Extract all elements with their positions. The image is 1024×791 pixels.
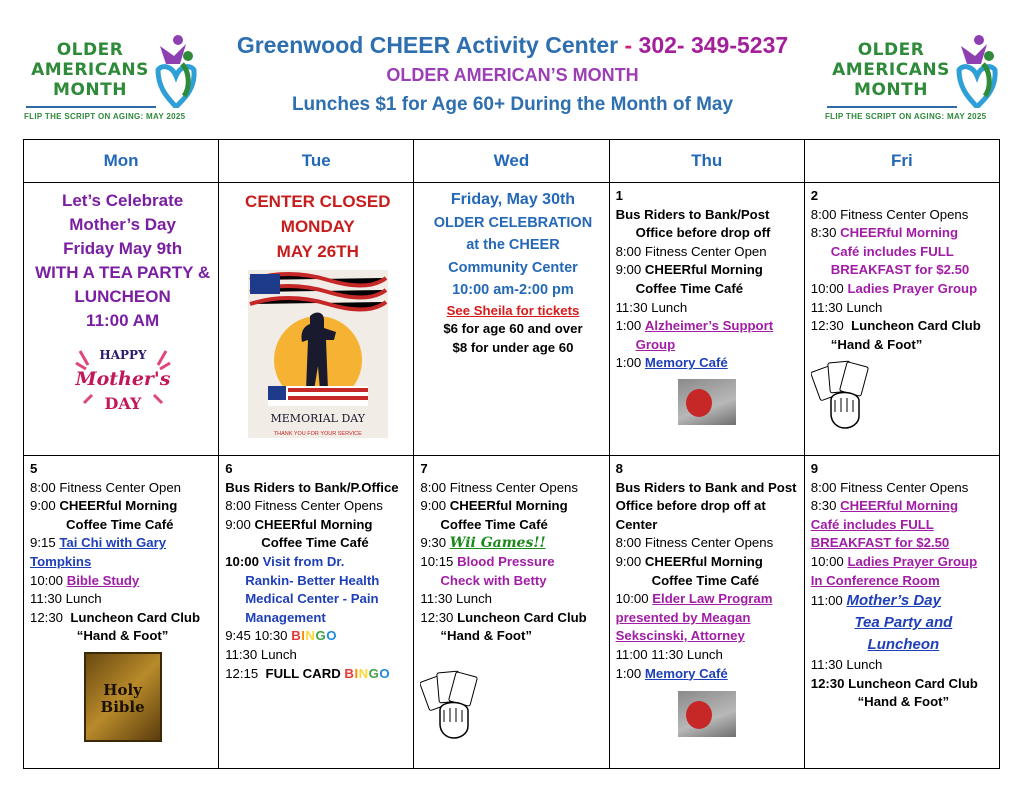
logo-line1: OLDER [56, 40, 124, 60]
event-title: CHEERful Morning [840, 225, 959, 241]
event-line [30, 497, 215, 516]
event-title: CHEERful Morning [59, 498, 178, 514]
bingo-letter: G [315, 628, 327, 644]
event-line: OLDER CELEBRATION [433, 214, 593, 231]
event-line [30, 553, 215, 572]
bingo-letter: G [368, 665, 380, 681]
bingo-letter: B [291, 628, 302, 644]
holy-bible-image [84, 652, 162, 742]
event-title: Luncheon Card Club [70, 609, 201, 625]
announcement-line: Mother’s Day [69, 215, 176, 234]
event-time: 1:00 [615, 318, 642, 334]
event-time: 10:00 [30, 572, 64, 588]
day-number: 8 [615, 461, 623, 476]
event-line [811, 634, 996, 656]
event-line [616, 627, 801, 646]
event-line [811, 534, 996, 553]
event-line: 11:00 11:30 Lunch [615, 646, 723, 662]
event-line [420, 609, 605, 628]
logo-line2: AMERICANS [832, 60, 950, 80]
event-line [811, 516, 996, 535]
mothers-day-announcement [24, 183, 218, 423]
day-2 [805, 183, 999, 436]
event-line: 8:00 Fitness Center Opens [810, 206, 969, 222]
event-line [225, 665, 410, 684]
event-time: 10:15 [420, 553, 454, 569]
event-line: Coffee Time Café [635, 280, 744, 296]
playing-cards-icon [811, 360, 881, 430]
event-line: Bus Riders to Bank and Post [615, 479, 797, 495]
event-time: 9:00 [420, 498, 447, 514]
event-line: Office before drop off [635, 225, 771, 241]
event-line [616, 354, 801, 373]
logo-tagline: FLIP THE SCRIPT ON AGING: MAY 2025 [24, 112, 186, 121]
day-9 [805, 456, 999, 712]
event-line: Center [615, 516, 658, 532]
announcement-line: 11:00 AM [86, 311, 160, 330]
event-line: 11:30 Lunch [810, 299, 883, 315]
memory-cafe-link[interactable]: Memory Café [644, 665, 728, 681]
event-title: Visit from Dr. [262, 553, 345, 569]
logo-line3: MONTH [53, 80, 127, 100]
tai-chi-link[interactable]: Tai Chi with Gary [59, 535, 167, 551]
event-time: 10:00 am-2:00 pm [452, 282, 574, 298]
breakfast-cafe-link[interactable]: CHEERful Morning [840, 498, 959, 514]
event-line: 8:00 Fitness Center Opens [225, 498, 383, 514]
alzheimers-support-link[interactable]: Group [635, 336, 676, 352]
center-closed-notice [219, 183, 413, 438]
svg-text:DAY: DAY [104, 394, 142, 413]
event-title: CHEERful Morning [254, 516, 373, 532]
event-line: 8:00 Fitness Center Opens [420, 479, 578, 495]
price-line: $6 for age 60 and over [443, 321, 583, 337]
event-line: Coffee Time Café [651, 572, 760, 588]
bingo-letter: O [379, 665, 391, 681]
mothers-day-tea-link[interactable]: Mother’s Day [846, 592, 941, 610]
bingo-letter: O [326, 628, 337, 644]
event-line: 11:30 Lunch [30, 591, 102, 607]
event-line: 8:00 Fitness Center Opens [615, 535, 774, 551]
event-title: CHEERful Morning [644, 553, 763, 569]
older-celebration-event [414, 183, 608, 357]
event-line [616, 336, 801, 355]
event-line: 12:30 Luncheon Card Club [810, 675, 978, 691]
bingo-label [291, 628, 337, 643]
event-line: 8:00 Fitness Center Open [615, 243, 767, 259]
event-line: 8:00 Fitness Center Open [30, 479, 182, 495]
logo-line3: MONTH [854, 80, 928, 100]
wii-games-link[interactable]: Wii Games!! [449, 535, 546, 552]
event-line [811, 572, 996, 591]
event-time: 9:45 10:30 [225, 628, 288, 644]
event-time: 9:15 [30, 535, 56, 551]
announcement-line: LUNCHEON [74, 287, 171, 306]
calendar-cell [24, 183, 219, 456]
event-line: Community Center [448, 259, 578, 276]
svg-text:Mother's: Mother's [75, 368, 171, 390]
announcement-line: Let’s Celebrate [61, 191, 184, 210]
elder-law-link[interactable]: Elder Law Program [652, 591, 773, 607]
week-row [24, 183, 1000, 456]
memorial-day-subcaption: THANK YOU FOR YOUR SERVICE [273, 431, 362, 437]
event-line: Coffee Time Café [261, 535, 369, 551]
event-time: 12:30 [810, 318, 844, 334]
page-title [200, 30, 825, 60]
event-line [811, 553, 996, 572]
event-time: 9:00 [615, 262, 642, 278]
event-line [225, 553, 410, 572]
happy-mothers-day-image [68, 341, 178, 423]
event-date: Friday, May 30th [450, 191, 576, 208]
price-line: $8 for under age 60 [452, 339, 574, 355]
prayer-group-link[interactable]: Ladies Prayer Group [847, 553, 978, 569]
event-time: 10:00 [810, 280, 844, 296]
weekday-header: Tue [219, 140, 414, 183]
event-line: 11:30 Lunch [810, 657, 883, 673]
event-time: 10:00 [615, 591, 649, 607]
closed-line: MONDAY [280, 217, 355, 236]
event-line: Coffee Time Café [440, 516, 548, 532]
event-line: “Hand & Foot” [76, 628, 169, 644]
bible-cover-text: Holy Bible [100, 680, 145, 716]
event-title: Luncheon Card Club [457, 609, 587, 625]
day-number: 9 [810, 461, 819, 476]
week-row [24, 456, 1000, 769]
day-number: 1 [615, 188, 623, 203]
event-line: 11:30 Lunch [225, 646, 297, 662]
event-line: Rankin- Better Health [245, 572, 380, 588]
title-dash: - [618, 32, 639, 58]
day-number: 6 [225, 461, 233, 476]
event-line [811, 224, 996, 243]
event-line: “Hand & Foot” [857, 694, 950, 710]
event-line: Bus Riders to Bank/P.Office [225, 479, 399, 495]
event-line [420, 497, 605, 516]
calendar-cell [804, 183, 999, 456]
event-line: Bus Riders to Bank/Post [615, 206, 770, 222]
event-time: 1:00 [615, 355, 642, 371]
flag-salute-illustration [248, 270, 388, 410]
lunch-notice: Lunches $1 for Age 60+ During the Month of May [291, 94, 734, 115]
event-title: Luncheon Card Club [851, 318, 981, 334]
calendar-cell [24, 456, 219, 769]
logo-divider [26, 106, 156, 108]
logo-divider [827, 106, 957, 108]
closed-line: CENTER CLOSED [245, 192, 391, 211]
calendar-cell [219, 183, 414, 456]
event-line [811, 280, 996, 299]
bingo-letter: I [301, 628, 306, 644]
mothers-day-tea-link[interactable]: Luncheon [867, 636, 940, 654]
event-line [616, 553, 801, 572]
center-name: Greenwood CHEER Activity Center [236, 32, 619, 58]
elder-law-link[interactable]: presented by Meagan [615, 609, 751, 625]
prayer-group-link[interactable]: In Conference Room [810, 572, 940, 588]
calendar-table [23, 139, 1000, 769]
memorial-day-caption: MEMORIAL DAY [270, 412, 366, 425]
weekday-header: Thu [609, 140, 804, 183]
event-line: “Hand & Foot” [440, 628, 532, 644]
alzheimers-support-link[interactable]: Alzheimer’s Support [644, 318, 774, 334]
closed-line: MAY 26TH [276, 242, 359, 261]
event-time: 9:00 [30, 498, 56, 514]
logo-line1: OLDER [857, 40, 925, 60]
day-6 [219, 456, 413, 683]
weekday-header-row [24, 140, 1000, 183]
bingo-letter: N [305, 628, 316, 644]
event-line: “Hand & Foot” [830, 336, 923, 352]
event-line [30, 609, 215, 628]
older-americans-month-logo-left [24, 30, 199, 130]
event-line: Coffee Time Café [66, 516, 174, 532]
announcement-line: Friday May 9th [63, 239, 183, 258]
people-heart-icon [154, 34, 198, 112]
event-line: Medical Center - Pain [245, 591, 379, 607]
logo-line2: AMERICANS [31, 60, 149, 80]
event-time: 1:00 [615, 665, 642, 681]
mothers-day-tea-link[interactable]: Tea Party and [854, 614, 953, 632]
bingo-label [344, 666, 390, 681]
event-line [811, 497, 996, 516]
people-heart-icon [955, 34, 999, 112]
event-line [616, 261, 801, 280]
event-line: Check with Betty [440, 572, 547, 588]
event-line [811, 590, 996, 612]
event-time: 12:15 [225, 665, 259, 681]
event-line [811, 612, 996, 634]
announcement-line: WITH A TEA PARTY & [35, 263, 211, 282]
event-line: Office before drop off at [615, 498, 766, 514]
breakfast-cafe-link[interactable]: BREAKFAST for $2.50 [810, 535, 950, 551]
alarm-clock-image [678, 691, 736, 737]
calendar-cell [219, 456, 414, 769]
calendar-cell [414, 183, 609, 456]
event-line: at the CHEER [466, 237, 560, 253]
event-line [616, 590, 801, 609]
older-americans-month-logo-right [825, 30, 1000, 130]
event-title: CHEERful Morning [449, 498, 568, 514]
event-time: 12:30 [420, 609, 454, 625]
event-time: 10:00 [225, 553, 259, 569]
phone-number: 302- 349-5237 [638, 32, 789, 58]
tai-chi-link[interactable]: Tompkins [30, 553, 92, 569]
memory-cafe-link[interactable]: Memory Café [644, 355, 728, 371]
elder-law-link[interactable]: Sekscinski, Attorney [615, 628, 745, 644]
logo-text [24, 40, 156, 100]
bingo-letter: I [354, 665, 359, 681]
day-7 [414, 456, 608, 746]
event-title: CHEERful Morning [644, 262, 763, 278]
event-line: Café includes FULL [830, 243, 954, 259]
event-line [30, 572, 215, 591]
svg-text:HAPPY: HAPPY [98, 348, 147, 362]
event-line [225, 516, 410, 535]
day-5 [24, 456, 218, 742]
weekday-header: Fri [804, 140, 999, 183]
day-number: 2 [810, 188, 819, 203]
event-line [616, 609, 801, 628]
memorial-day-image [248, 270, 388, 438]
weekday-header: Mon [24, 140, 219, 183]
event-line: BREAKFAST for $2.50 [830, 262, 970, 278]
bible-study-link[interactable]: Bible Study [66, 572, 140, 588]
event-line: 8:00 Fitness Center Opens [810, 479, 969, 495]
breakfast-cafe-link[interactable]: Café includes FULL [810, 516, 934, 532]
page-subtitle: OLDER AMERICAN’S MONTH [386, 65, 639, 85]
event-line [616, 317, 801, 336]
event-time: 11:00 [810, 593, 843, 609]
event-time: 12:30 [30, 609, 64, 625]
alarm-clock-image [678, 379, 736, 425]
calendar-cell [414, 456, 609, 769]
event-time: 10:00 [810, 553, 844, 569]
page-header [200, 30, 825, 120]
event-line [616, 665, 801, 684]
event-time: 9:00 [225, 516, 251, 532]
tickets-link[interactable]: See Sheila for tickets [446, 302, 580, 318]
event-line: 11:30 Lunch [420, 591, 492, 607]
bingo-letter: B [344, 665, 355, 681]
event-title: Blood Pressure [457, 553, 555, 569]
event-time: 9:00 [615, 553, 642, 569]
event-line [420, 553, 605, 572]
event-line [30, 534, 215, 553]
playing-cards-icon [420, 670, 490, 740]
day-number: 5 [30, 461, 38, 476]
event-line [811, 317, 996, 336]
weekday-header: Wed [414, 140, 609, 183]
event-time: 9:30 [420, 535, 447, 551]
event-line [225, 627, 410, 646]
event-line [420, 534, 605, 553]
logo-text [825, 40, 957, 100]
calendar-cell [609, 456, 804, 769]
day-8 [610, 456, 804, 737]
event-time: 8:30 [810, 498, 837, 514]
calendar-cell [804, 456, 999, 769]
event-line: Management [245, 609, 326, 625]
bingo-letter: N [358, 665, 369, 681]
event-title: FULL CARD [265, 665, 341, 681]
event-line: 11:30 Lunch [615, 299, 688, 315]
day-number: 7 [420, 461, 428, 476]
event-time: 8:30 [810, 225, 837, 241]
day-1 [610, 183, 804, 425]
logo-tagline: FLIP THE SCRIPT ON AGING: MAY 2025 [825, 112, 987, 121]
event-title: Ladies Prayer Group [847, 280, 978, 296]
calendar-cell [609, 183, 804, 456]
